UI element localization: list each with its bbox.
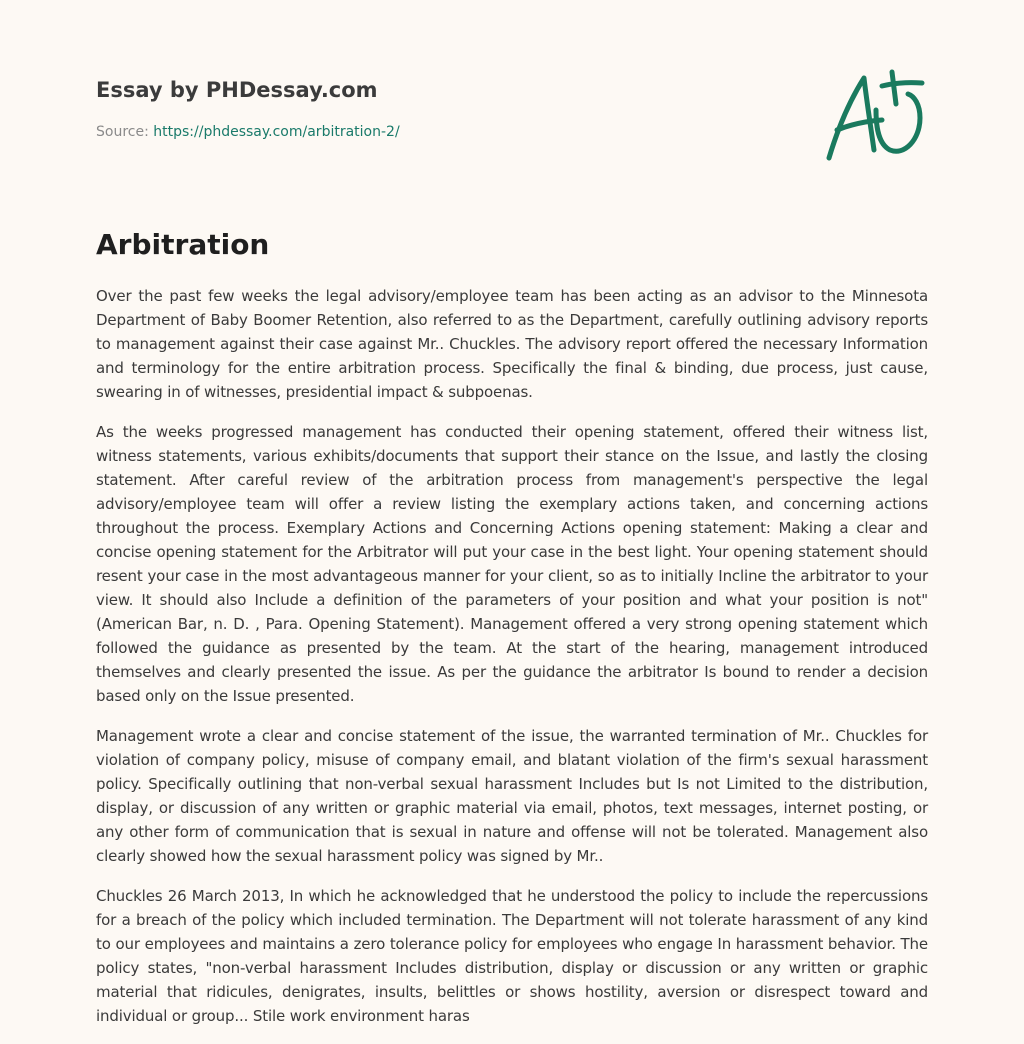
essay-paragraph: Management wrote a clear and concise statement of the issue, the warranted termination of Mr.. Chuckles for violation of company policy, misuse of company email, and blatant violation of the firm's sexual harassment policy. Specifically outlining that non-verbal sexual harassment Includes but Is not Limited to the distribution, display, or discussion of any written or graphic material via email, photos, text messages, internet posting, or any other form of communication that is sexual in nature and offense will not be tolerated. Management also clearly showed how the sexual harassment policy was signed by Mr.. (96, 727, 928, 865)
site-title: Essay by PHDessay.com (96, 78, 378, 102)
a-plus-logo-icon (820, 66, 930, 166)
source-line (96, 124, 400, 140)
source-link[interactable]: https://phdessay.com/arbitration-2/ (153, 124, 400, 140)
essay-paragraph: As the weeks progressed management has conducted their opening statement, offered their witness list, witness statements, various exhibits/documents that support their stance on the Issue, and lastly the closing statement. After careful review of the arbitration process from management's perspective the legal advisory/employee team will offer a review listing the exemplary actions taken, and concerning actions throughout the process. Exemplary Actions and Concerning Actions opening statement: Making a clear and concise opening statement for the Arbitrator will put your case in the best light. Your opening statement should resent your case in the most advantageous manner for your client, so as to initially Incline the arbitrator to your view. It should also Include a definition of the parameters of your position and what your position is not" (American Bar, n. D. , Para. Opening Statement). Management offered a very strong opening statement which followed the guidance as presented by the team. At the start of the hearing, management introduced themselves and clearly presented the issue. As per the guidance the arbitrator Is bound to render a decision based only on the Issue presented. (96, 423, 928, 705)
document-title: Arbitration (96, 228, 270, 261)
essay-paragraph: Over the past few weeks the legal advisory/employee team has been acting as an advisor to the Minnesota Department of Baby Boomer Retention, also referred to as the Department, carefully outlining advisory reports to management against their case against Mr.. Chuckles. The advisory report offered the necessary Information and terminology for the entire arbitration process. Specifically the final & binding, due process, just cause, swearing in of witnesses, presidential impact & subpoenas. (96, 287, 928, 401)
page-header (96, 76, 928, 140)
essay-body (96, 284, 928, 1044)
essay-paragraph: Chuckles 26 March 2013, In which he acknowledged that he understood the policy to include the repercussions for a breach of the policy which included termination. The Department will not tolerate harassment of any kind to our employees and maintains a zero tolerance policy for employees who engage In harassment behavior. The policy states, "non-verbal harassment Includes distribution, display or discussion or any written or graphic material that ridicules, denigrates, insults, belittles or shows hostility, aversion or disrespect toward and individual or group... Stile work environment haras (96, 887, 928, 1025)
source-label: Source: (96, 124, 154, 140)
